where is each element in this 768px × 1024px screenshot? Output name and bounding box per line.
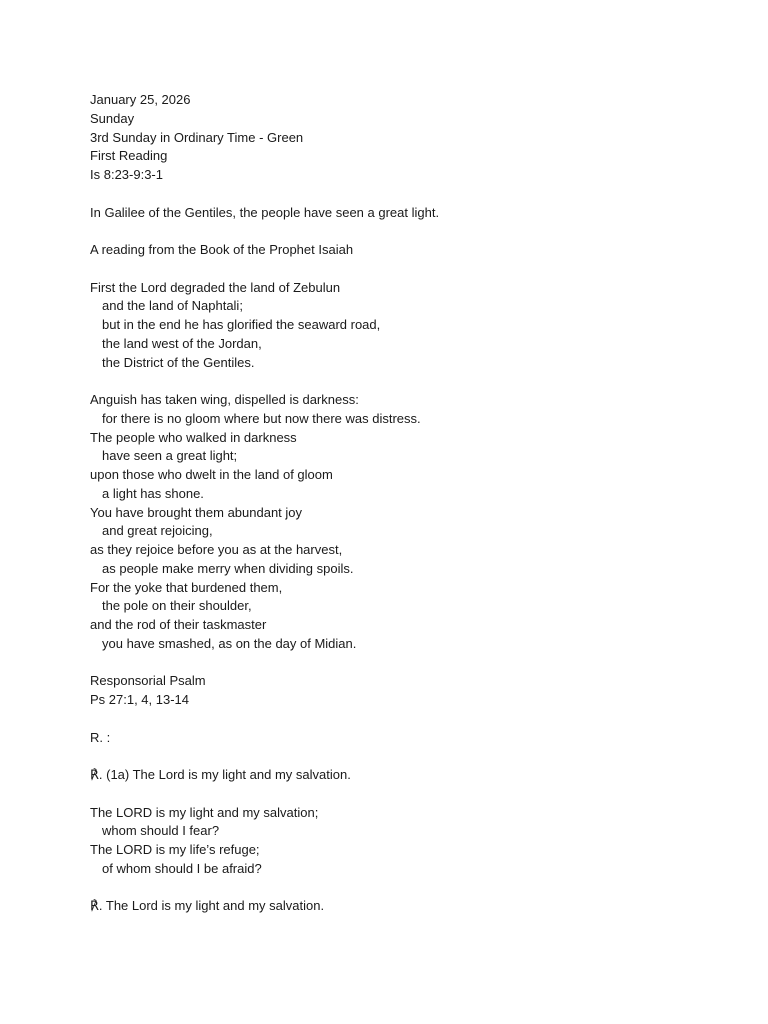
spacer <box>90 372 730 391</box>
psalm-verse-line: of whom should I be afraid? <box>102 860 262 876</box>
verse-line: have seen a great light; <box>102 448 238 464</box>
reading-citation: Is 8:23-9:3-1 <box>90 167 163 182</box>
verse-line: the pole on their shoulder, <box>102 598 252 614</box>
verse-line: a light has shone. <box>102 485 204 501</box>
verse-line: the land west of the Jordan, <box>102 335 262 351</box>
spacer <box>90 185 730 204</box>
psalm-verse-line: The LORD is my life’s refuge; <box>90 842 260 857</box>
document-page <box>90 91 730 916</box>
verse-line: Anguish has taken wing, dispelled is darkness: <box>90 392 359 407</box>
psalm-verse-line: The LORD is my light and my salvation; <box>90 804 319 820</box>
spacer <box>90 710 730 729</box>
verse-line: First the Lord degraded the land of Zebulun <box>90 279 341 295</box>
spacer <box>90 785 730 804</box>
spacer <box>90 654 730 673</box>
verse-line: as people make merry when dividing spoils. <box>102 560 354 576</box>
verse-line: you have smashed, as on the day of Midian. <box>102 635 357 651</box>
psalm-response-short: ℟. The Lord is my light and my salvation. <box>90 898 325 914</box>
response-label: R. : <box>90 729 111 745</box>
verse-line: upon those who dwelt in the land of gloom <box>90 467 333 482</box>
reading-intro: A reading from the Book of the Prophet Isaiah <box>90 242 354 257</box>
verse-line: as they rejoice before you as at the harvest, <box>90 542 343 557</box>
section-heading: First Reading <box>90 148 168 164</box>
reading-summary: In Galilee of the Gentiles, the people have seen a great light. <box>90 204 440 220</box>
verse-line: The people who walked in darkness <box>90 429 297 445</box>
spacer <box>90 747 730 766</box>
psalm-heading: Responsorial Psalm <box>90 673 206 689</box>
verse-line: and great rejoicing, <box>102 523 213 539</box>
verse-line: For the yoke that burdened them, <box>90 579 283 595</box>
verse-line: but in the end he has glorified the seaward road, <box>102 317 381 332</box>
liturgical-day: 3rd Sunday in Ordinary Time - Green <box>90 129 304 145</box>
spacer <box>90 879 730 898</box>
psalm-response-full: ℟. (1a) The Lord is my light and my salvation. <box>90 767 351 782</box>
verse-line: the District of the Gentiles. <box>102 354 255 370</box>
spacer <box>90 222 730 241</box>
reading-weekday: Sunday <box>90 110 135 126</box>
psalm-citation: Ps 27:1, 4, 13-14 <box>90 692 190 707</box>
verse-line: for there is no gloom where but now there was distress. <box>102 410 421 426</box>
spacer <box>90 260 730 279</box>
reading-date: January 25, 2026 <box>90 92 191 107</box>
verse-line: and the land of Naphtali; <box>102 298 243 314</box>
psalm-verse-line: whom should I fear? <box>102 823 220 839</box>
verse-line: and the rod of their taskmaster <box>90 617 267 632</box>
verse-line: You have brought them abundant joy <box>90 504 303 520</box>
